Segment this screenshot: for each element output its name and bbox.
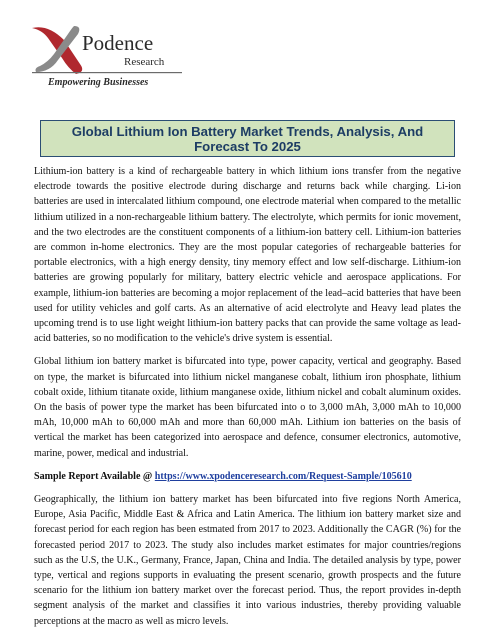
sample-report-label: Sample Report Available @ bbox=[34, 470, 155, 482]
document-body bbox=[34, 164, 461, 637]
paragraph-intro: Lithium-ion battery is a kind of rechargeable battery in which lithium ions transfer from the negative electrode towards the positive electrode during discharge and returns back while charging. Li-ion batteries are used in intercalated lithium compound, one electrode material when compared to the metallic lithium utilized in a non-rechargeable lithium battery. The electrolyte, which permits for ionic movement, and the two electrodes are the constituent components of a lithium-ion battery cell. Lithium-ion batteries are common in-home electronics. They are the most popular categories of rechargeable batteries for portable electronics, with a high energy density, tiny memory effect and low self-discharge. Lithium-ion batteries are growing popularly for military, battery electric vehicle and aerospace applications. For example, lithium-ion batteries are becoming a mojor replacement of the lead–acid batteries that have been used for utility vehicles and golf carts. As an alternative of acid electrolyte and Heavy lead plates the upcoming trend is to use light weight lithium-ion battery packs that can provide the same voltage as lead-acid batteries, so no modification to the vehicle's drive system is essential. bbox=[34, 166, 461, 345]
title-banner bbox=[40, 120, 455, 157]
logo-name: Podence bbox=[82, 31, 154, 55]
sample-report-line bbox=[34, 469, 461, 484]
paragraph-segmentation: Global lithium ion battery market is bifurcated into type, power capacity, vertical and geography. Based on type, the market is bifurcated into lithium nickel manganese cobalt, lithium iron phosphate, lithium cobalt oxide, lithium titanate oxide, lithium manganese oxide, lithium nickel and cobalt aluminum oxides. On the basis of power type the market has been bifurcated into o to 3,000 mAh, 3,000 mAh to 10,000 mAh, 10,000 mAh to 60,000 mAh and more than 60,000 mAh. Lithium ion batteries on the basis of vertical the market has been categorized into aerospace and defence, consumer electronics, automotive, marine, power, medical and industrial. bbox=[34, 356, 461, 459]
logo-sub: Research bbox=[124, 56, 165, 68]
company-logo bbox=[28, 20, 188, 92]
logo-tagline: Empowering Businesses bbox=[48, 77, 149, 88]
paragraph-geography: Geographically, the lithium ion battery market has been bifurcated into five regions North America, Europe, Asia Pacific, Middle East & Africa and Latin America. The lithium ion battery market size and forecast period for each region has been estmated from 2017 to 2023. Additionally the CAGR (%) for the forecasted period 2017 to 2023. The study also includes market estimates for major countries/regions such as the U.S, the U.K., Germany, France, Japan, China and India. The detailed analysis by type, power type, vertical and regions supports in evaluating the present scenario, growth prospects and the future scenario for the lithium ion battery market over the forecast period. Thus, the report provides in-depth segment analysis of the market and classifies it into various industries, thereby providing valuable perceptions at the macro as well as micro levels. bbox=[34, 494, 461, 627]
document-title: Global Lithium Ion Battery Market Trends, Analysis, And Forecast To 2025 bbox=[71, 123, 424, 154]
xpodence-logo-graphic bbox=[28, 20, 188, 92]
sample-report-link[interactable]: https://www.xpodenceresearch.com/Request-Sample/105610 bbox=[154, 470, 412, 482]
